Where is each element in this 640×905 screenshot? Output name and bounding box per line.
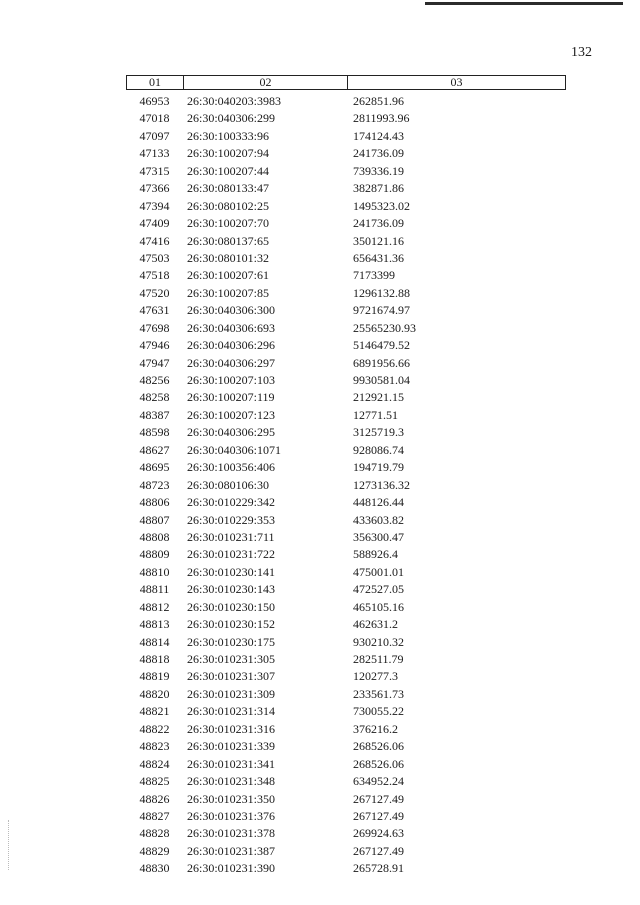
table-row (126, 860, 566, 877)
cell-number: 48820 (139, 686, 170, 701)
cell-cadastral-id: 26:30:080133:47 (187, 181, 270, 196)
cell-value: 241736.09 (353, 146, 404, 161)
cell-value: 730055.22 (353, 704, 404, 719)
table-row (126, 599, 566, 616)
cell-value: 233561.73 (353, 686, 404, 701)
cell-number: 48827 (139, 808, 170, 823)
cell-number: 48814 (139, 634, 170, 649)
table-row (126, 477, 566, 494)
cell-value: 472527.05 (353, 582, 404, 597)
table-row (126, 145, 566, 162)
cell-number: 48813 (139, 617, 170, 632)
cell-number: 47520 (139, 285, 170, 300)
cell-number: 47097 (139, 128, 170, 143)
cell-number: 48256 (139, 373, 170, 387)
cell-value: 5146479.52 (353, 338, 410, 353)
cell-cadastral-id: 26:30:040306:297 (187, 355, 276, 370)
table-row (126, 494, 566, 511)
table-row (126, 512, 566, 529)
table-row (126, 389, 566, 406)
page-number: 132 (571, 45, 592, 60)
cell-value: 475001.01 (353, 564, 404, 579)
table-row (126, 634, 566, 651)
cell-number: 48824 (139, 756, 170, 771)
cell-cadastral-id: 26:30:100207:123 (187, 407, 276, 422)
table-row (126, 320, 566, 337)
cell-number: 48829 (139, 843, 170, 858)
cell-value: 268526.06 (353, 756, 404, 771)
table-row (126, 668, 566, 685)
cell-value: 634952.24 (353, 774, 404, 789)
cell-number: 48806 (139, 495, 170, 510)
cell-number: 48830 (139, 861, 170, 876)
cell-number: 48811 (139, 582, 170, 597)
cell-cadastral-id: 26:30:080106:30 (187, 477, 270, 492)
table-row (126, 564, 566, 581)
cell-cadastral-id: 26:30:100207:94 (187, 146, 270, 161)
table-row (126, 337, 566, 354)
cell-value: 350121.16 (353, 233, 404, 248)
table-row (126, 459, 566, 476)
table-row (126, 581, 566, 598)
cell-cadastral-id: 26:30:010230:175 (187, 634, 276, 649)
cell-number: 48808 (139, 529, 170, 544)
table-row (126, 180, 566, 197)
table-row (126, 302, 566, 319)
cell-number: 48598 (139, 425, 170, 440)
cell-value: 7173399 (353, 268, 395, 283)
cell-number: 48258 (139, 390, 170, 405)
table-row (126, 110, 566, 127)
table-row (126, 267, 566, 284)
cell-cadastral-id: 26:30:010229:353 (187, 512, 276, 527)
cell-cadastral-id: 26:30:010231:378 (187, 826, 276, 841)
cell-value: 267127.49 (353, 808, 404, 823)
cell-cadastral-id: 26:30:040306:1071 (187, 442, 282, 457)
cell-cadastral-id: 26:30:010231:314 (187, 704, 276, 719)
table-row (126, 738, 566, 755)
table-row (126, 233, 566, 250)
cell-cadastral-id: 26:30:100207:103 (187, 373, 276, 387)
cell-value: 3125719.3 (353, 425, 404, 440)
table-row (126, 529, 566, 546)
cell-cadastral-id: 26:30:080102:25 (187, 198, 270, 213)
cell-cadastral-id: 26:30:040306:693 (187, 320, 276, 335)
cell-cadastral-id: 26:30:100333:96 (187, 128, 270, 143)
cell-cadastral-id: 26:30:100207:70 (187, 216, 270, 231)
table-row (126, 355, 566, 372)
table-header (126, 75, 566, 90)
table-row (126, 198, 566, 215)
cell-number: 48818 (139, 652, 170, 666)
cell-value: 656431.36 (353, 250, 404, 265)
cell-cadastral-id: 26:30:100207:61 (187, 268, 270, 283)
header-rule (425, 2, 623, 5)
cell-cadastral-id: 26:30:100356:406 (187, 460, 276, 475)
cell-number: 48819 (139, 669, 170, 684)
table-row (126, 703, 566, 720)
cell-number: 48810 (139, 564, 170, 579)
cell-number: 48627 (139, 442, 170, 457)
cell-number: 47518 (139, 268, 170, 283)
cell-value: 12771.51 (353, 407, 398, 422)
cell-value: 1296132.88 (353, 285, 410, 300)
cell-cadastral-id: 26:30:010230:152 (187, 617, 276, 632)
cell-cadastral-id: 26:30:010230:143 (187, 582, 276, 597)
cell-value: 382871.86 (353, 181, 404, 196)
cell-value: 928086.74 (353, 442, 404, 457)
cell-value: 6891956.66 (353, 355, 410, 370)
cell-value: 241736.09 (353, 216, 404, 231)
cell-cadastral-id: 26:30:010231:711 (187, 529, 275, 544)
cell-value: 1495323.02 (353, 198, 410, 213)
cell-cadastral-id: 26:30:100207:85 (187, 285, 270, 300)
cell-number: 47409 (139, 216, 170, 231)
cell-cadastral-id: 26:30:040306:300 (187, 303, 276, 318)
cell-number: 47018 (139, 111, 170, 126)
table-row (126, 686, 566, 703)
column-header-03: 03 (450, 75, 463, 89)
cell-cadastral-id: 26:30:080137:65 (187, 233, 270, 248)
table-row (126, 285, 566, 302)
table-row (126, 773, 566, 790)
cell-cadastral-id: 26:30:010231:387 (187, 843, 276, 858)
table-row (126, 843, 566, 860)
table-row (126, 756, 566, 773)
cell-value: 9930581.04 (353, 373, 410, 387)
cell-cadastral-id: 26:30:010230:141 (187, 564, 276, 579)
cell-number: 47503 (139, 250, 170, 265)
table-row (126, 721, 566, 738)
cell-value: 462631.2 (353, 617, 398, 632)
cell-number: 47631 (139, 303, 170, 318)
cell-value: 267127.49 (353, 791, 404, 806)
cell-value: 433603.82 (353, 512, 404, 527)
cell-value: 282511.79 (353, 652, 404, 666)
table-row (126, 215, 566, 232)
cell-value: 465105.16 (353, 599, 404, 614)
cell-value: 448126.44 (353, 495, 404, 510)
scan-margin-specks (8, 820, 11, 870)
table-row (126, 651, 566, 668)
cell-number: 48821 (139, 704, 170, 719)
cell-value: 2811993.96 (353, 111, 410, 126)
cell-cadastral-id: 26:30:100207:44 (187, 163, 270, 178)
cell-number: 48387 (139, 407, 170, 422)
cell-number: 47416 (139, 233, 170, 248)
cell-number: 47394 (139, 198, 170, 213)
column-header-02: 02 (184, 76, 348, 89)
cell-number: 47698 (139, 320, 170, 335)
cell-value: 262851.96 (353, 94, 404, 108)
cell-cadastral-id: 26:30:040306:295 (187, 425, 276, 440)
cell-cadastral-id: 26:30:010231:350 (187, 791, 276, 806)
cell-cadastral-id: 26:30:010231:722 (187, 547, 276, 562)
cell-value: 25565230.93 (353, 320, 416, 335)
cell-cadastral-id: 26:30:010229:342 (187, 495, 276, 510)
table-row (126, 616, 566, 633)
cell-value: 356300.47 (353, 529, 404, 544)
cell-number: 48828 (139, 826, 170, 841)
table-row (126, 372, 566, 389)
table-row (126, 808, 566, 825)
cell-value: 120277.3 (353, 669, 398, 684)
table-row (126, 250, 566, 267)
cell-value: 588926.4 (353, 547, 398, 562)
table-row (126, 442, 566, 459)
cell-cadastral-id: 26:30:010231:348 (187, 774, 276, 789)
cell-cadastral-id: 26:30:040306:296 (187, 338, 276, 353)
cell-value: 268526.06 (353, 739, 404, 754)
cell-value: 174124.43 (353, 128, 404, 143)
cell-value: 267127.49 (353, 843, 404, 858)
cell-cadastral-id: 26:30:010231:376 (187, 808, 276, 823)
table-row (126, 93, 566, 110)
table-body (126, 93, 566, 878)
cell-value: 1273136.32 (353, 477, 410, 492)
cell-cadastral-id: 26:30:010231:316 (187, 721, 276, 736)
cell-value: 739336.19 (353, 163, 404, 178)
cell-cadastral-id: 26:30:010231:307 (187, 669, 276, 684)
cell-number: 47133 (139, 146, 170, 161)
cell-value: 265728.91 (353, 861, 404, 876)
cell-cadastral-id: 26:30:100207:119 (187, 390, 275, 405)
cell-value: 376216.2 (353, 721, 398, 736)
cell-cadastral-id: 26:30:010231:341 (187, 756, 276, 771)
cell-number: 48822 (139, 721, 170, 736)
cell-cadastral-id: 26:30:010231:309 (187, 686, 276, 701)
cell-value: 212921.15 (353, 390, 404, 405)
cell-cadastral-id: 26:30:040306:299 (187, 111, 276, 126)
cell-cadastral-id: 26:30:040203:3983 (187, 94, 282, 108)
cell-value: 9721674.97 (353, 303, 410, 318)
table-row (126, 546, 566, 563)
table-row (126, 407, 566, 424)
cell-value: 930210.32 (353, 634, 404, 649)
cell-number: 47315 (139, 163, 170, 178)
table-row (126, 128, 566, 145)
cell-number: 48809 (139, 547, 170, 562)
column-header-01: 01 (127, 76, 184, 89)
cell-number: 47366 (139, 181, 170, 196)
cell-value: 194719.79 (353, 460, 404, 475)
cell-number: 48812 (139, 599, 170, 614)
cell-value: 269924.63 (353, 826, 404, 841)
cell-cadastral-id: 26:30:080101:32 (187, 250, 270, 265)
cell-number: 48807 (139, 512, 170, 527)
cell-number: 46953 (139, 94, 170, 108)
cell-cadastral-id: 26:30:010231:339 (187, 739, 276, 754)
cell-cadastral-id: 26:30:010230:150 (187, 599, 276, 614)
cell-number: 47946 (139, 338, 170, 353)
cell-number: 48695 (139, 460, 170, 475)
cell-cadastral-id: 26:30:010231:390 (187, 861, 276, 876)
table-row (126, 163, 566, 180)
cell-number: 48825 (139, 774, 170, 789)
table-row (126, 791, 566, 808)
table-row (126, 424, 566, 441)
cell-number: 48723 (139, 477, 170, 492)
cell-cadastral-id: 26:30:010231:305 (187, 652, 276, 666)
cell-number: 48823 (139, 739, 170, 754)
cell-number: 47947 (139, 355, 170, 370)
cell-number: 48826 (139, 791, 170, 806)
table-row (126, 825, 566, 842)
